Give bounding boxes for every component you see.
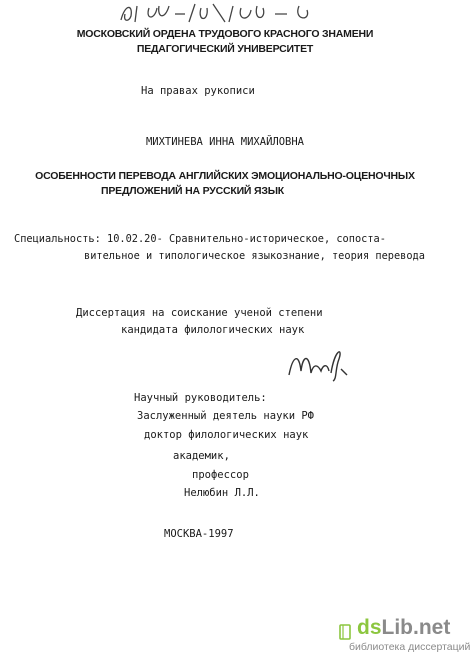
dissertation-line-1: Диссертация на соискание ученой степени <box>76 307 323 319</box>
supervisor-degree: доктор филологических наук <box>144 429 309 441</box>
university-line-2: ПЕДАГОГИЧЕСКИЙ УНИВЕРСИТЕТ <box>136 43 314 55</box>
watermark-brand-net: .net <box>413 616 451 639</box>
thesis-title-line-1: ОСОБЕННОСТИ ПЕРЕВОДА АНГЛИЙСКИХ ЭМОЦИОНАЛЬНО-ОЦЕНОЧНЫХ <box>35 170 415 182</box>
specialty-line-2: вительное и типологическое языкознание, теория перевода <box>84 250 425 262</box>
rights-note: На правах рукописи <box>141 85 255 97</box>
watermark-subtitle: библиотека диссертаций <box>349 641 470 653</box>
supervisor-academic: академик, <box>173 450 230 462</box>
supervisor-rank: профессор <box>192 469 249 481</box>
supervisor-name: Нелюбин Л.Л. <box>184 487 260 499</box>
archive-handwritten-stamp <box>115 0 355 26</box>
thesis-title-line-2: ПРЕДЛОЖЕНИЙ НА РУССКИЙ ЯЗЫК <box>101 185 284 197</box>
supervisor-heading: Научный руководитель: <box>134 392 267 404</box>
specialty-line-1: Специальность: 10.02.20- Сравнительно-историческое, сопоста- <box>14 233 386 245</box>
city-year: МОСКВА-1997 <box>164 528 234 540</box>
author-name: МИХТИНЕВА ИННА МИХАЙЛОВНА <box>145 136 305 148</box>
supervisor-honor: Заслуженный деятель науки РФ <box>137 410 315 422</box>
university-line-1: МОСКОВСКИЙ ОРДЕНА ТРУДОВОГО КРАСНОГО ЗНАМЕНИ <box>76 28 374 40</box>
book-icon <box>339 623 353 641</box>
watermark-brand-ds: ds <box>357 616 382 639</box>
archive-stamp-text: 61:99-10/1546-6 <box>115 24 125 25</box>
dissertation-line-2: кандидата филологических наук <box>121 324 305 336</box>
handwritten-signature <box>285 345 355 385</box>
signature-text: Маф. <box>285 383 288 384</box>
watermark-brand-lib: Lib <box>381 616 414 639</box>
